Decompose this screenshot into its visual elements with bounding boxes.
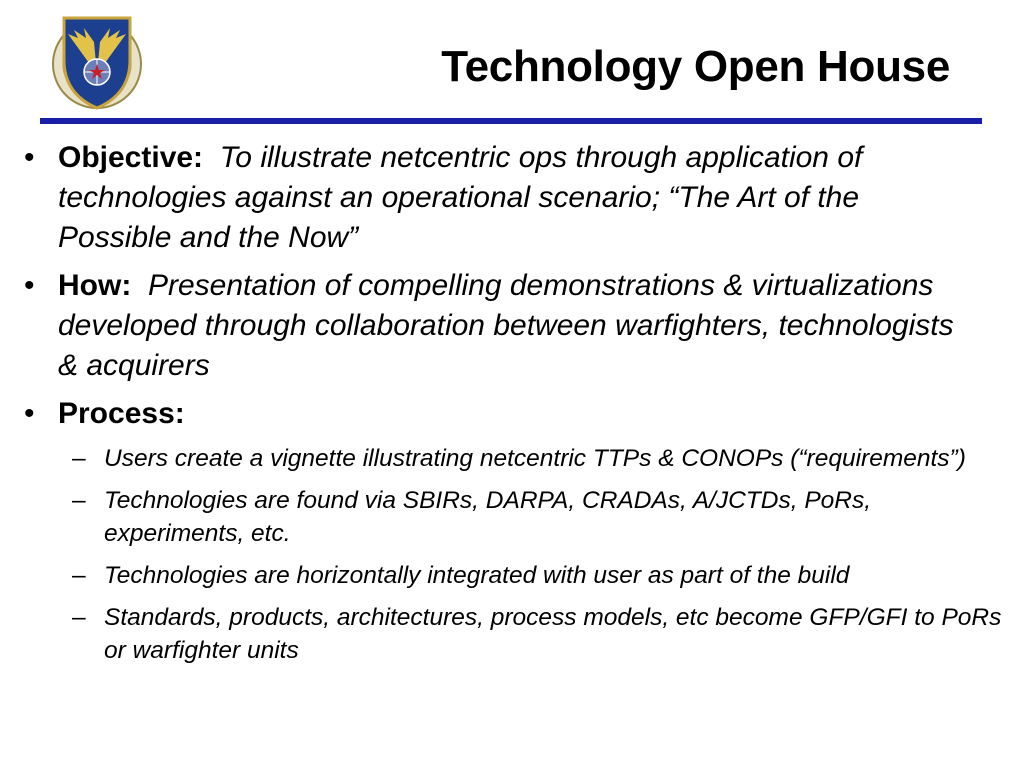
slide-content <box>0 138 1024 667</box>
process-item <box>0 484 1004 550</box>
dash-marker: – <box>72 604 86 631</box>
bullet-process <box>0 394 978 434</box>
bullet-dot: • <box>24 269 35 302</box>
process-item <box>0 601 1004 667</box>
bullet-how <box>0 266 978 386</box>
process-item <box>0 559 1004 592</box>
bullet-label: How: <box>58 269 132 302</box>
bullet-label: Objective: <box>58 141 204 174</box>
slide-title: Technology Open House <box>441 42 950 91</box>
air-force-materiel-command-shield-icon <box>44 8 150 114</box>
process-item-text: Users create a vignette illustrating netcentric TTPs & CONOPs (“requirements”) <box>104 445 966 472</box>
bullet-label: Process: <box>58 397 185 430</box>
dash-marker: – <box>72 562 86 589</box>
dash-marker: – <box>72 487 86 514</box>
process-item <box>0 442 1004 475</box>
bullet-objective <box>0 138 978 258</box>
process-item-text: Standards, products, architectures, process models, etc become GFP/GFI to PoRs or warfighter units <box>104 604 1002 664</box>
bullet-dot: • <box>24 397 35 430</box>
dash-marker: – <box>72 445 86 472</box>
process-sublist <box>0 442 1024 667</box>
bullet-text: Presentation of compelling demonstrations & virtualizations developed through collaboration between warfighters, technologists & acquirers <box>58 269 954 382</box>
bullet-dot: • <box>24 141 35 174</box>
process-item-text: Technologies are horizontally integrated with user as part of the build <box>104 562 850 589</box>
process-item-text: Technologies are found via SBIRs, DARPA, CRADAs, A/JCTDs, PoRs, experiments, etc. <box>104 487 872 547</box>
bullet-text: To illustrate netcentric ops through application of technologies against an operational scenario; “The Art of the Possible and the Now” <box>58 141 863 254</box>
title-divider-rule <box>40 118 982 124</box>
